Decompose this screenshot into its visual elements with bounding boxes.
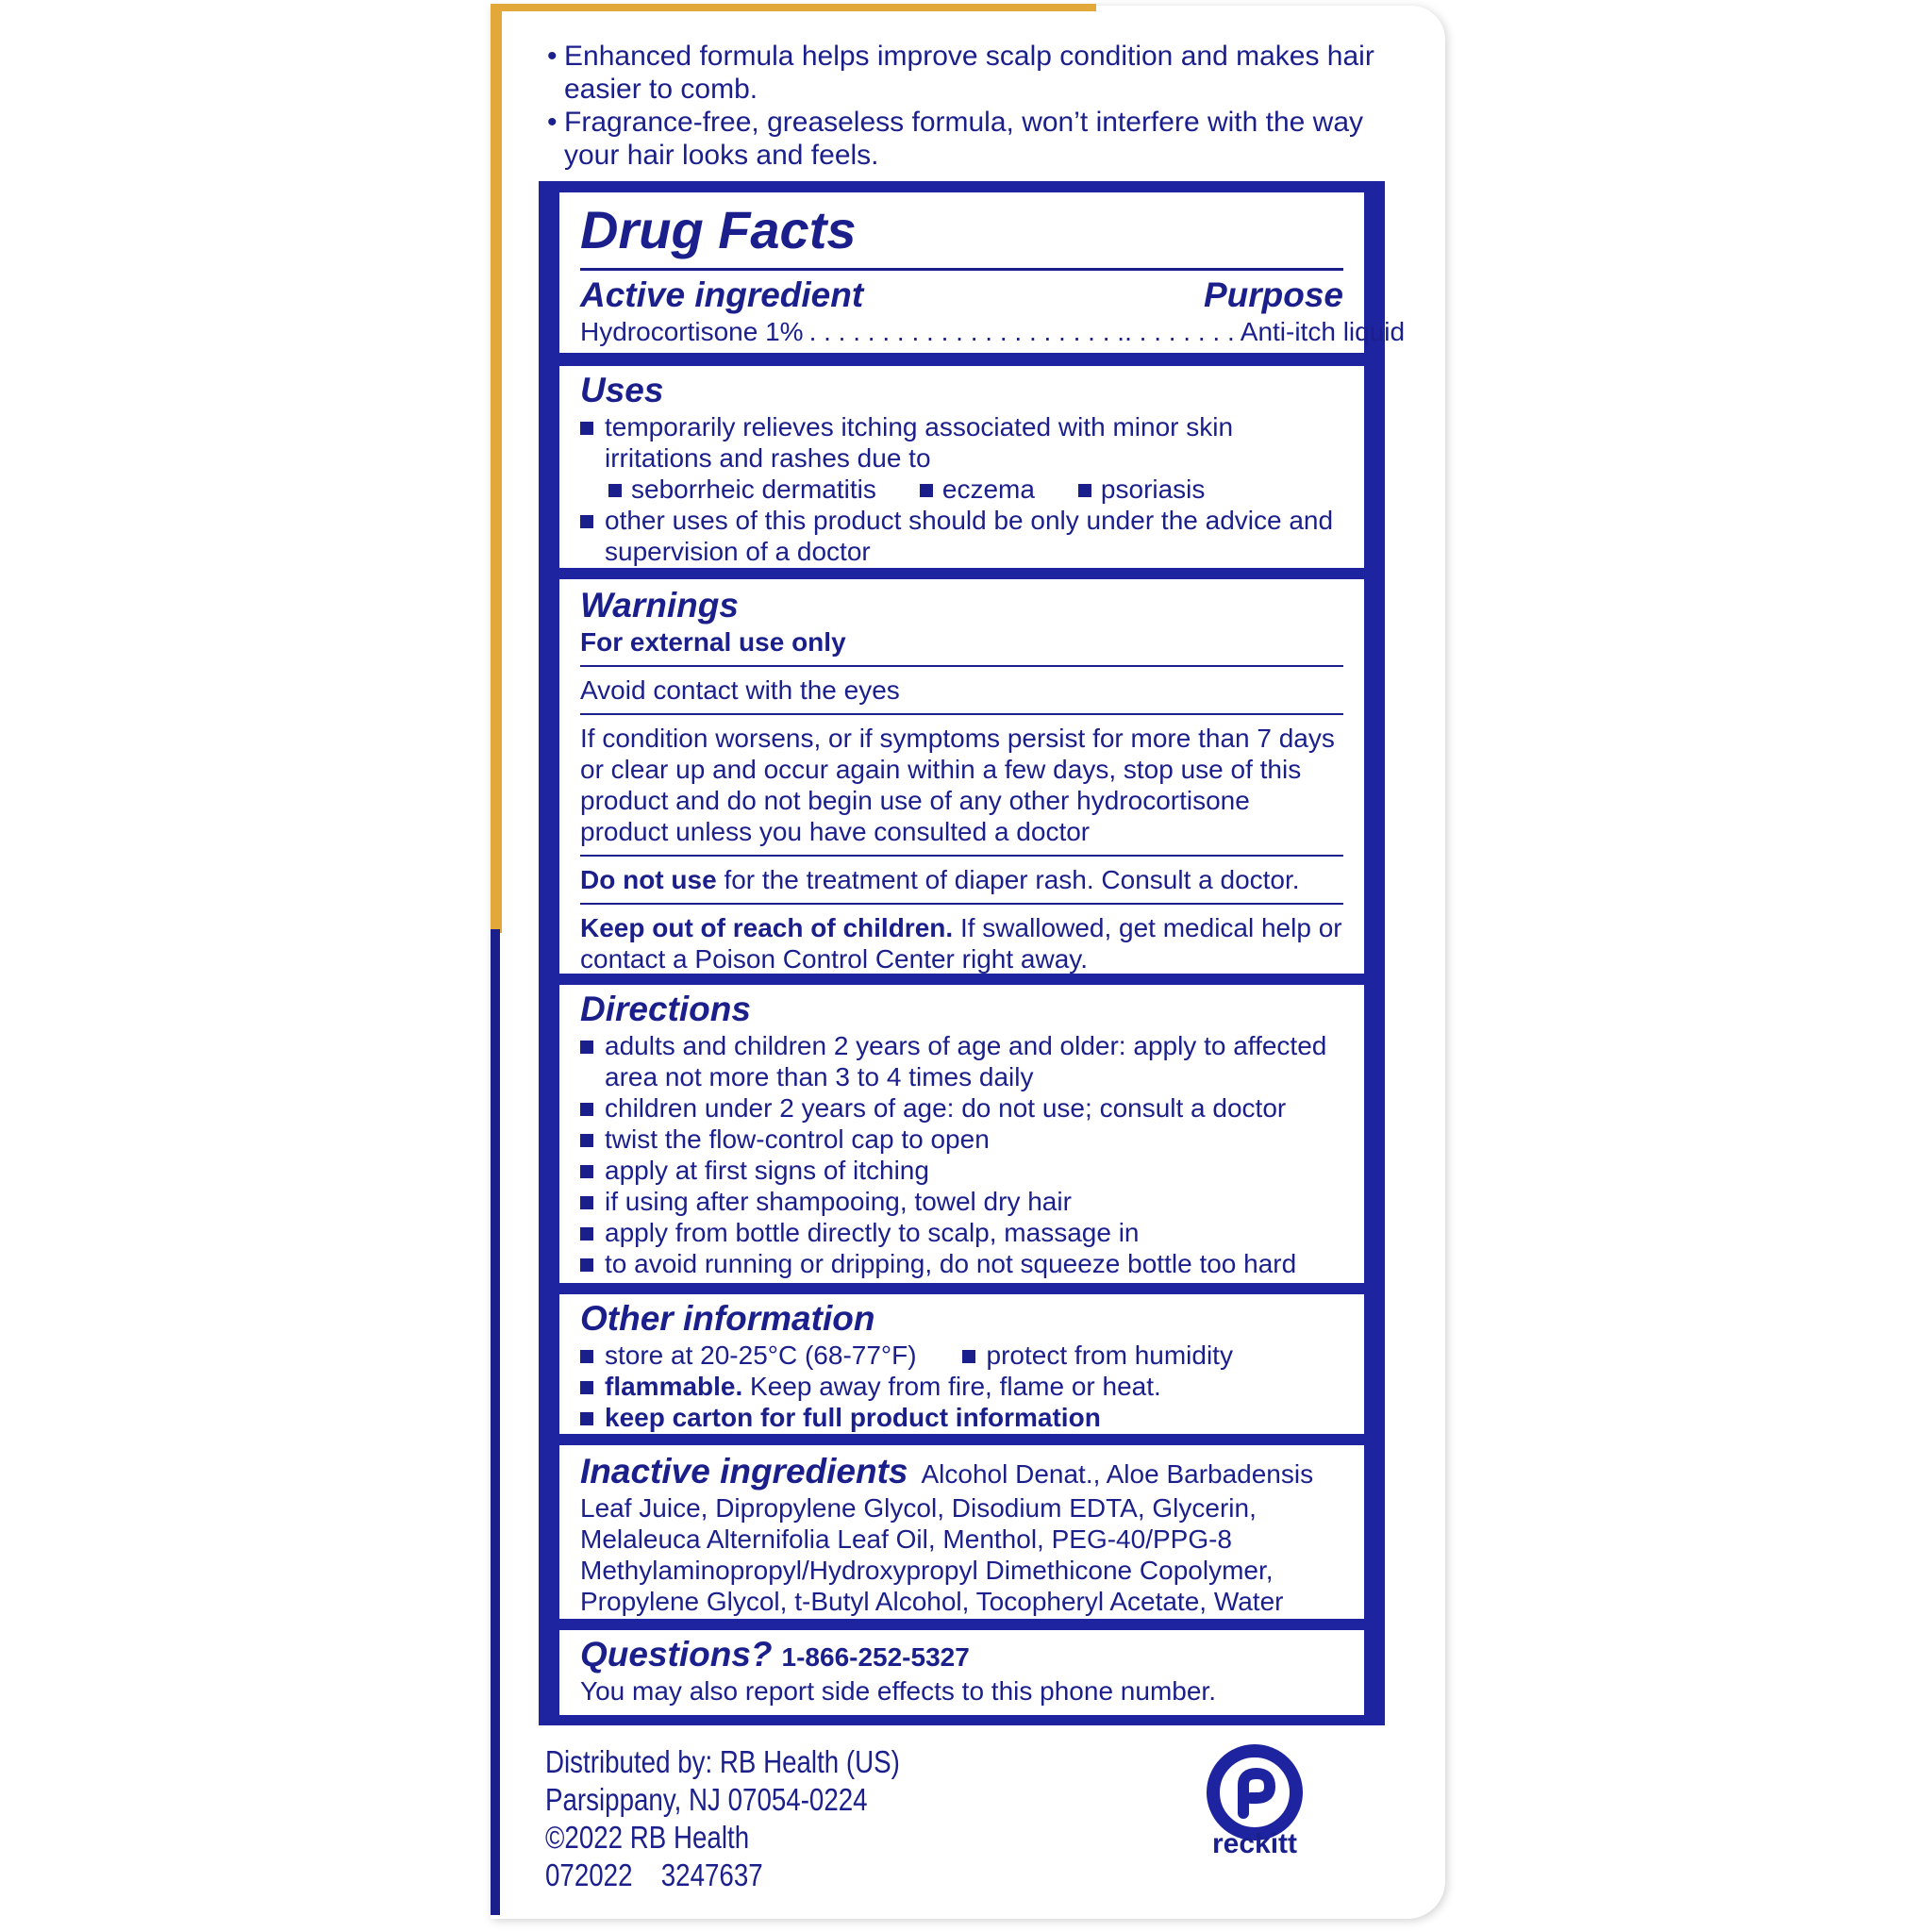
- divider: [580, 268, 1343, 271]
- do-not-use-warning: Do not use for the treatment of diaper rash. Consult a doctor.: [580, 865, 1300, 894]
- carton-gold-edge: [491, 4, 502, 933]
- directions-item: apply from bottle directly to scalp, massage in: [580, 1217, 1343, 1248]
- drug-facts-title: Drug Facts: [580, 200, 857, 259]
- uses-item: other uses of this product should be only under the advice and supervision of a doctor: [580, 505, 1343, 567]
- bullet-square-icon: [580, 1258, 593, 1272]
- bullet-square-icon: [580, 1041, 593, 1054]
- active-ingredient-section: [559, 192, 1406, 353]
- inactive-text: Inactive ingredients Alcohol Denat., Aloe Barbadensis Leaf Juice, Dipropylene Glycol, Disodium EDTA, Glycerin, Melaleuca Alternifolia Leaf Oil, Menthol, PEG-40/PPG-8 Methylaminopropyl/Hydroxypropyl Dimethicone Copolymer, Propylene Glycol, t-Butyl Alcohol, Tocopheryl Acetate, Water: [580, 1452, 1314, 1616]
- other-info-item: protect from humidity: [962, 1340, 1233, 1371]
- bullet-square-icon: [580, 1350, 593, 1363]
- questions-note: You may also report side effects to this phone number.: [580, 1676, 1216, 1706]
- bullet-square-icon: [580, 1134, 593, 1147]
- copyright-line: ©2022 RB Health: [545, 1820, 750, 1855]
- inactive-section: [559, 1445, 1364, 1619]
- marketing-bullet: • Enhanced formula helps improve scalp condition and makes hair easier to comb.: [547, 40, 1396, 106]
- inactive-heading: Inactive ingredients: [580, 1452, 908, 1491]
- warnings-heading: Warnings: [580, 586, 739, 625]
- drug-facts-panel: [539, 181, 1406, 1725]
- directions-item: adults and children 2 years of age and older: apply to affected area not more than 3 to 4 times daily: [580, 1030, 1343, 1092]
- uses-subitem: seborrheic dermatitis: [608, 474, 876, 505]
- uses-subitem: eczema: [920, 474, 1035, 505]
- carton-blue-edge: [491, 929, 500, 1915]
- bullet-square-icon: [962, 1350, 975, 1363]
- product-codes: 072022 3247637: [545, 1857, 763, 1892]
- other-info-item: flammable. Keep away from fire, flame or heat.: [580, 1371, 1343, 1402]
- distributor-line: Distributed by: RB Health (US): [545, 1744, 900, 1779]
- leader-dots: . . . . . . . . . . . . . . . . . . . . . .. . . . . . . .: [808, 317, 1235, 346]
- other-info-item: store at 20-25°C (68-77°F): [580, 1340, 917, 1371]
- other-info-heading: Other information: [580, 1299, 875, 1338]
- condition-warning: If condition worsens, or if symptoms persist for more than 7 days or clear up and occur again within a few days, stop use of this product and do not begin use of any other hydrocortisone product unless you have consulted a doctor: [580, 724, 1335, 846]
- directions-section: [559, 985, 1364, 1283]
- questions-phone: 1-866-252-5327: [781, 1642, 970, 1672]
- directions-item: if using after shampooing, towel dry hair: [580, 1186, 1343, 1217]
- bullet-square-icon: [580, 1227, 593, 1241]
- divider: [580, 665, 1343, 667]
- questions-line: [580, 1634, 1343, 1675]
- uses-heading: Uses: [580, 371, 664, 409]
- bullet-square-icon: [580, 515, 593, 528]
- uses-item: temporarily relieves itching associated with minor skin irritations and rashes due to: [580, 411, 1343, 474]
- directions-item: to avoid running or dripping, do not squeeze bottle too hard: [580, 1248, 1343, 1279]
- questions-section: [559, 1630, 1364, 1715]
- eyes-warning: Avoid contact with the eyes: [580, 675, 900, 705]
- other-info-item: keep carton for full product information: [580, 1402, 1343, 1433]
- active-ingredient-name: Hydrocortisone 1%: [580, 317, 804, 346]
- warnings-section: [559, 579, 1364, 974]
- bullet-square-icon: [580, 1103, 593, 1116]
- bullet-square-icon: [920, 484, 933, 497]
- reckitt-logo-text: reckitt: [1211, 1828, 1298, 1859]
- carton-top-edge: [491, 4, 1096, 11]
- bullet-square-icon: [580, 1412, 593, 1425]
- divider: [580, 903, 1343, 905]
- other-info-section: [559, 1294, 1364, 1434]
- active-ingredient-heading: Active ingredient: [580, 275, 864, 314]
- distributor-footer: [545, 1743, 900, 1894]
- distributor-address: Parsippany, NJ 07054-0224: [545, 1782, 868, 1817]
- purpose-heading: Purpose: [1203, 275, 1343, 314]
- marketing-bullet: • Fragrance-free, greaseless formula, won’t interfere with the way your hair looks and feels.: [547, 106, 1396, 172]
- other-info-row: [580, 1340, 1343, 1371]
- divider: [580, 855, 1343, 857]
- uses-sublist: [580, 474, 1343, 505]
- bullet-square-icon: [580, 1196, 593, 1209]
- marketing-bullets: [547, 40, 1396, 172]
- directions-item: children under 2 years of age: do not use; consult a doctor: [580, 1092, 1343, 1124]
- directions-heading: Directions: [580, 990, 751, 1028]
- active-ingredient-purpose: Anti-itch liquid: [1240, 317, 1406, 346]
- bullet-square-icon: [580, 1381, 593, 1394]
- directions-item: twist the flow-control cap to open: [580, 1124, 1343, 1155]
- divider: [580, 713, 1343, 715]
- bullet-square-icon: [580, 1165, 593, 1178]
- bullet-square-icon: [1078, 484, 1091, 497]
- questions-heading: Questions?: [580, 1635, 773, 1674]
- directions-item: apply at first signs of itching: [580, 1155, 1343, 1186]
- bullet-square-icon: [580, 422, 593, 435]
- uses-section: [559, 366, 1364, 568]
- external-use-text: For external use only: [580, 627, 846, 657]
- bullet-square-icon: [608, 484, 622, 497]
- children-warning: Keep out of reach of children. If swallowed, get medical help or contact a Poison Control Center right away.: [580, 913, 1342, 974]
- uses-subitem: psoriasis: [1078, 474, 1205, 505]
